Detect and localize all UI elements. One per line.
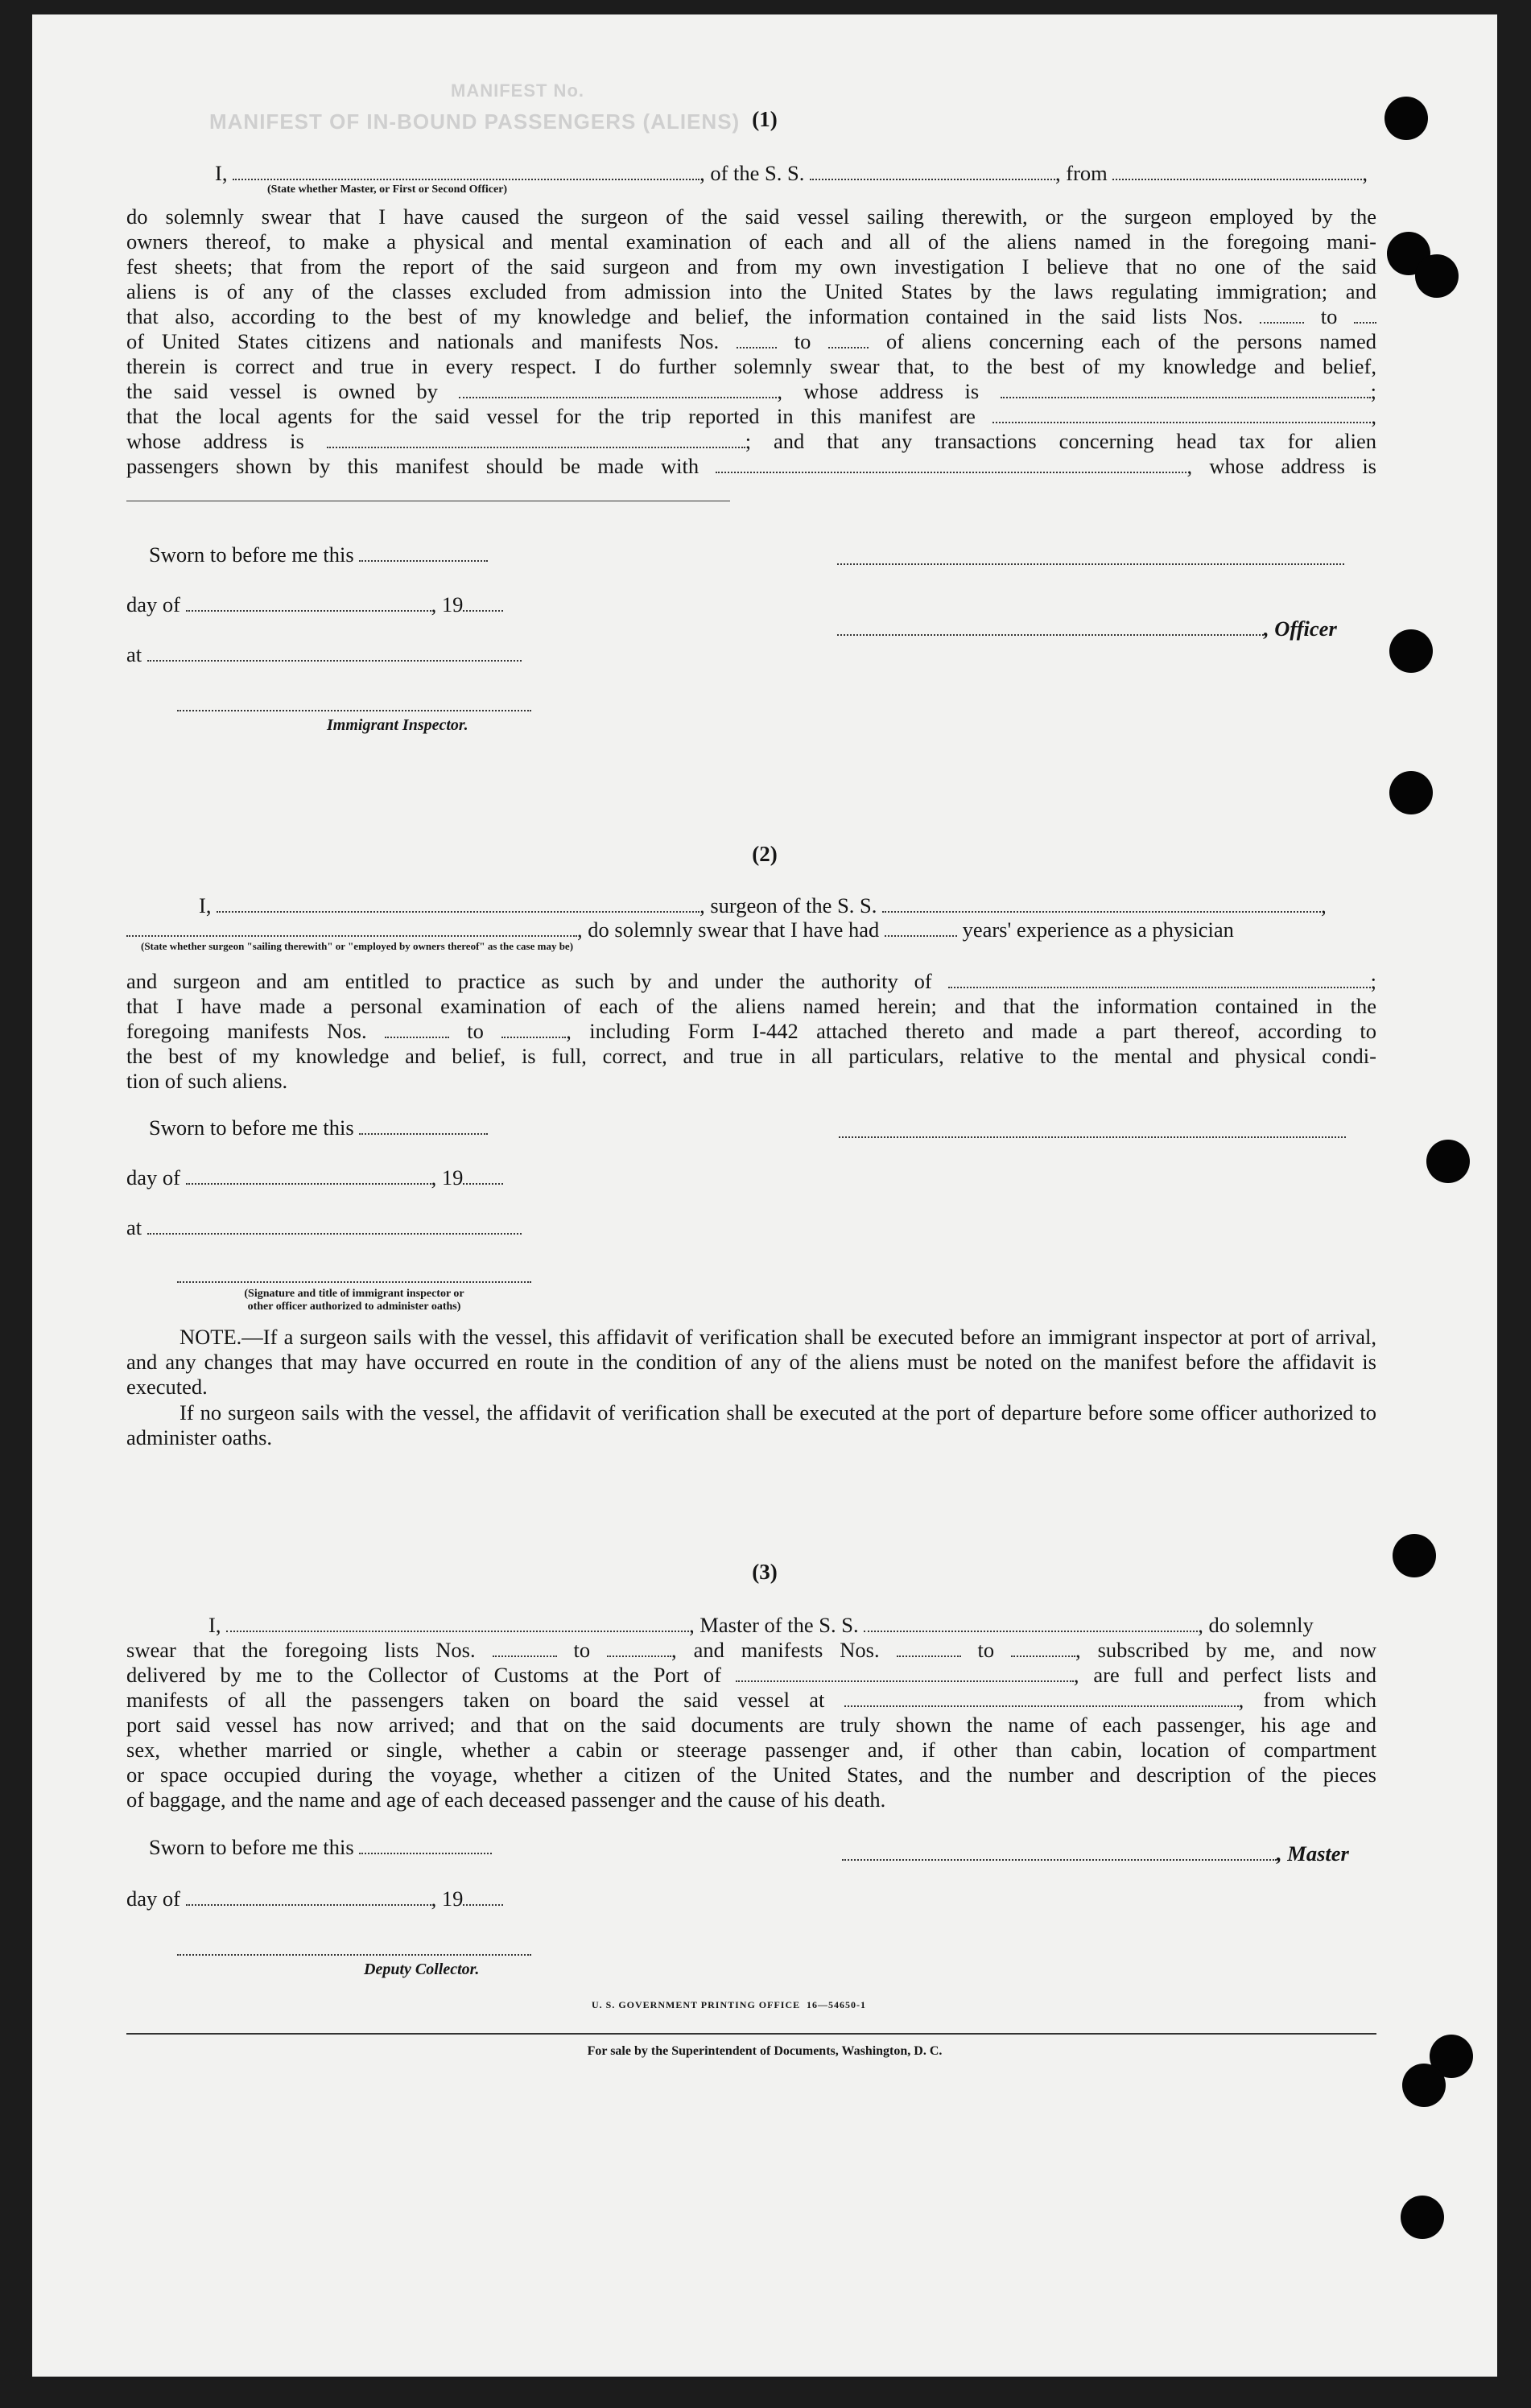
section-3-line-4: manifests of all the passengers taken on board the said vessel at , from which [126, 1688, 1377, 1712]
punch-hole [1426, 1140, 1470, 1183]
section-1-at: at [126, 642, 522, 667]
footer-sale-notice: For sale by the Superintendent of Documents, Washington, D. C. [587, 2044, 943, 2058]
section-3-line-8: of baggage, and the name and age of each deceased passenger and the cause of his death. [126, 1787, 886, 1812]
section-3-line-2: swear that the foregoing lists Nos. to , and manifests Nos. to , subscribed by me, and now [126, 1638, 1377, 1662]
section-2-line-6: the best of my knowledge and belief, is full, correct, and true in all particulars, relative to the mental and physical condi- [126, 1044, 1376, 1068]
section-3-line-3: delivered by me to the Collector of Customs at the Port of , are full and perfect lists and [126, 1663, 1376, 1687]
punch-hole [1389, 629, 1433, 673]
section-2-line-7: tion of such aliens. [126, 1069, 288, 1093]
section-2-line-3: and surgeon and am entitled to practice as such by and under the authority of ; [126, 969, 1377, 993]
bleed-through-manifest-no: MANIFEST No. [451, 80, 584, 101]
section-3-day-of: day of , 19 [126, 1886, 503, 1911]
section-1-line-2: do solemnly swear that I have caused the surgeon of the said vessel sailing therewith, or the surgeon employed by the [126, 204, 1376, 229]
punch-hole [1402, 2064, 1446, 2107]
section-2-day-of: day of , 19 [126, 1165, 503, 1190]
section-2-line-1: I, , surgeon of the S. S. , [199, 893, 1327, 917]
immigrant-inspector-caption: Immigrant Inspector. [327, 716, 468, 734]
section-1-caption: (State whether Master, or First or Second Officer) [267, 183, 508, 196]
section-1-day-of: day of , 19 [126, 592, 503, 617]
bleed-through-title: MANIFEST OF IN-BOUND PASSENGERS (ALIENS) [209, 109, 741, 134]
signature-caption-1: (Signature and title of immigrant inspector or [244, 1288, 464, 1300]
section-2-sworn: Sworn to before me this [149, 1115, 488, 1140]
section-1-sworn: Sworn to before me this [149, 542, 488, 567]
surgeon-note: NOTE.—If a surgeon sails with the vessel, this affidavit of verification shall be executed before an immigrant inspector at port of arrival, and any changes that may have occurred en route in the condition of any of the aliens must be noted on the manifest before the affidavit is executed. [126, 1325, 1376, 1399]
section-1-line-9: the said vessel is owned by , whose address is ; [126, 379, 1376, 403]
section-1-line-10: that the local agents for the said vessel for the trip reported in this manifest are , [126, 404, 1377, 428]
section-1-line-11: whose address is ; and that any transactions concerning head tax for alien [126, 429, 1376, 453]
section-3-line-5: port said vessel has now arrived; and that on the said documents are truly shown the name of each passenger, his age and [126, 1713, 1376, 1737]
section-1-line-8: therein is correct and true in every respect. I do further solemnly swear that, to the best of my knowledge and belief, [126, 354, 1376, 378]
section-2-line-5: foregoing manifests Nos. to , including Form I-442 attached thereto and made a part thereof, according to [126, 1019, 1377, 1043]
section-1-line-4: fest sheets; that from the report of the said surgeon and from my own investigation I believe that no one of the said [126, 254, 1376, 278]
section-1-line-12: passengers shown by this manifest should be made with , whose address is [126, 454, 1376, 478]
signature-caption-2: other officer authorized to administer oaths) [247, 1301, 461, 1313]
section-1-line-3: owners thereof, to make a physical and mental examination of each and all of the aliens named in the foregoing mani- [126, 229, 1376, 254]
section-3-line-1: I, , Master of the S. S. , do solemnly [208, 1613, 1314, 1637]
punch-hole [1415, 254, 1459, 298]
section-2-number: (2) [752, 842, 778, 866]
deputy-collector-caption: Deputy Collector. [364, 1961, 480, 1978]
punch-hole [1389, 771, 1433, 814]
section-1-line-7: of United States citizens and nationals and manifests Nos. to of aliens concerning each of the persons named [126, 329, 1377, 353]
section-3-line-6: sex, whether married or single, whether a cabin or steerage passenger and, if other than cabin, location of compartment [126, 1738, 1376, 1762]
section-1-line-6: that also, according to the best of my knowledge and belief, the information contained in the said lists Nos. to [126, 304, 1376, 329]
section-3-line-7: or space occupied during the voyage, whether a citizen of the United States, and the number and description of the pieces [126, 1763, 1376, 1787]
section-1-officer: , Officer [837, 616, 1337, 641]
section-2-at: at [126, 1215, 522, 1240]
document-page [32, 14, 1497, 2377]
printing-office-imprint: U. S. GOVERNMENT PRINTING OFFICE [592, 1999, 801, 2010]
section-2-line-4: that I have made a personal examination of each of the aliens named herein; and that the information contained in the [126, 994, 1376, 1018]
punch-hole [1401, 2196, 1444, 2239]
section-3-master: , Master [842, 1841, 1349, 1866]
print-code: 16—54650-1 [807, 1999, 866, 2010]
section-1-line-5: aliens is of any of the classes excluded from admission into the United States by the laws regulating immigration; and [126, 279, 1376, 303]
section-3-sworn: Sworn to before me this [149, 1835, 492, 1860]
no-surgeon-note: If no surgeon sails with the vessel, the affidavit of verification shall be executed at the port of departure before some officer authorized to administer oaths. [126, 1400, 1376, 1449]
section-3-number: (3) [752, 1560, 778, 1584]
section-2-line-2: , do solemnly swear that I have had years' experience as a physician [126, 917, 1376, 942]
section-1-line-1: I, , of the S. S. , from , [215, 161, 1368, 185]
section-2-caption: (State whether surgeon "sailing therewith" or "employed by owners thereof" as the case may be) [141, 940, 574, 952]
section-1-number: (1) [752, 107, 778, 131]
